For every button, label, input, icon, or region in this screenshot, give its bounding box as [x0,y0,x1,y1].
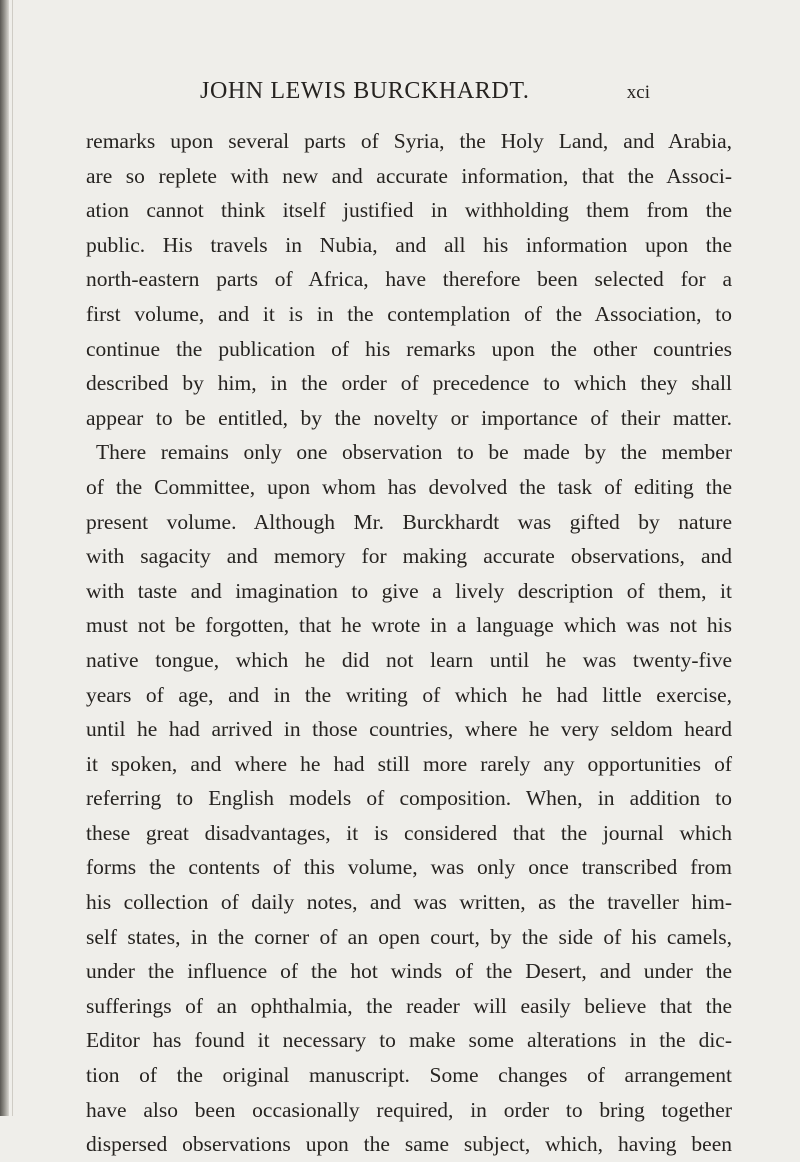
text-line: described by him, in the order of precedence to which they shall [86,371,732,396]
text-line: remarks upon several parts of Syria, the Holy Land, and Arabia, [86,129,732,153]
text-line: native tongue, which he did not learn until he was twenty-five [86,647,732,672]
page-gutter-line [12,0,13,1116]
text-line: referring to English models of composition. When, in addition to [86,786,732,811]
text-line: north-eastern parts of Africa, have therefore been selected for a [86,267,732,292]
text-line: self states, in the corner of an open court, by the side of his camels, [86,924,732,949]
text-line: with sagacity and memory for making accurate observations, and [86,544,732,569]
page-header [150,78,650,106]
text-line: dispersed observations upon the same subject, which, having been [86,1132,732,1157]
text-line: are so replete with new and accurate information, that the Associ- [86,163,732,188]
text-line: with taste and imagination to give a lively description of them, it [86,578,732,603]
text-line: his collection of daily notes, and was written, as the traveller him- [86,890,732,915]
running-head: JOHN LEWIS BURCKHARDT. [200,78,530,104]
text-line: must not be forgotten, that he wrote in a language which was not his [86,613,732,638]
text-line: it spoken, and where he had still more rarely any opportunities of [86,751,732,776]
text-line: appear to be entitled, by the novelty or importance of their matter. [86,405,732,430]
text-line: sufferings of an ophthalmia, the reader will easily believe that the [86,993,732,1018]
text-line: of the Committee, upon whom has devolved the task of editing the [86,474,732,499]
text-line: years of age, and in the writing of which he had little exercise, [86,682,732,707]
text-line: forms the contents of this volume, was only once transcribed from [86,855,732,880]
text-line: public. His travels in Nubia, and all his information upon the [86,232,732,257]
text-line: first volume, and it is in the contemplation of the Association, to [86,301,732,326]
page-number: xci [626,82,650,103]
text-line: Editor has found it necessary to make some alterations in the dic- [86,1028,732,1053]
text-line: continue the publication of his remarks upon the other countries [86,336,732,361]
paragraph-start-line: There remains only one observation to be made by the member [96,440,732,465]
text-line: these great disadvantages, it is considered that the journal which [86,820,732,845]
text-line: tion of the original manuscript. Some changes of arrangement [86,1063,732,1088]
body-text [86,124,732,1162]
text-line: present volume. Although Mr. Burckhardt was gifted by nature [86,509,732,534]
text-line: ation cannot think itself justified in withholding them from the [86,198,732,223]
text-line: under the influence of the hot winds of the Desert, and under the [86,959,732,984]
text-line: until he had arrived in those countries, where he very seldom heard [86,717,732,742]
page-gutter-shadow [0,0,9,1116]
text-line: have also been occasionally required, in order to bring together [86,1097,732,1122]
